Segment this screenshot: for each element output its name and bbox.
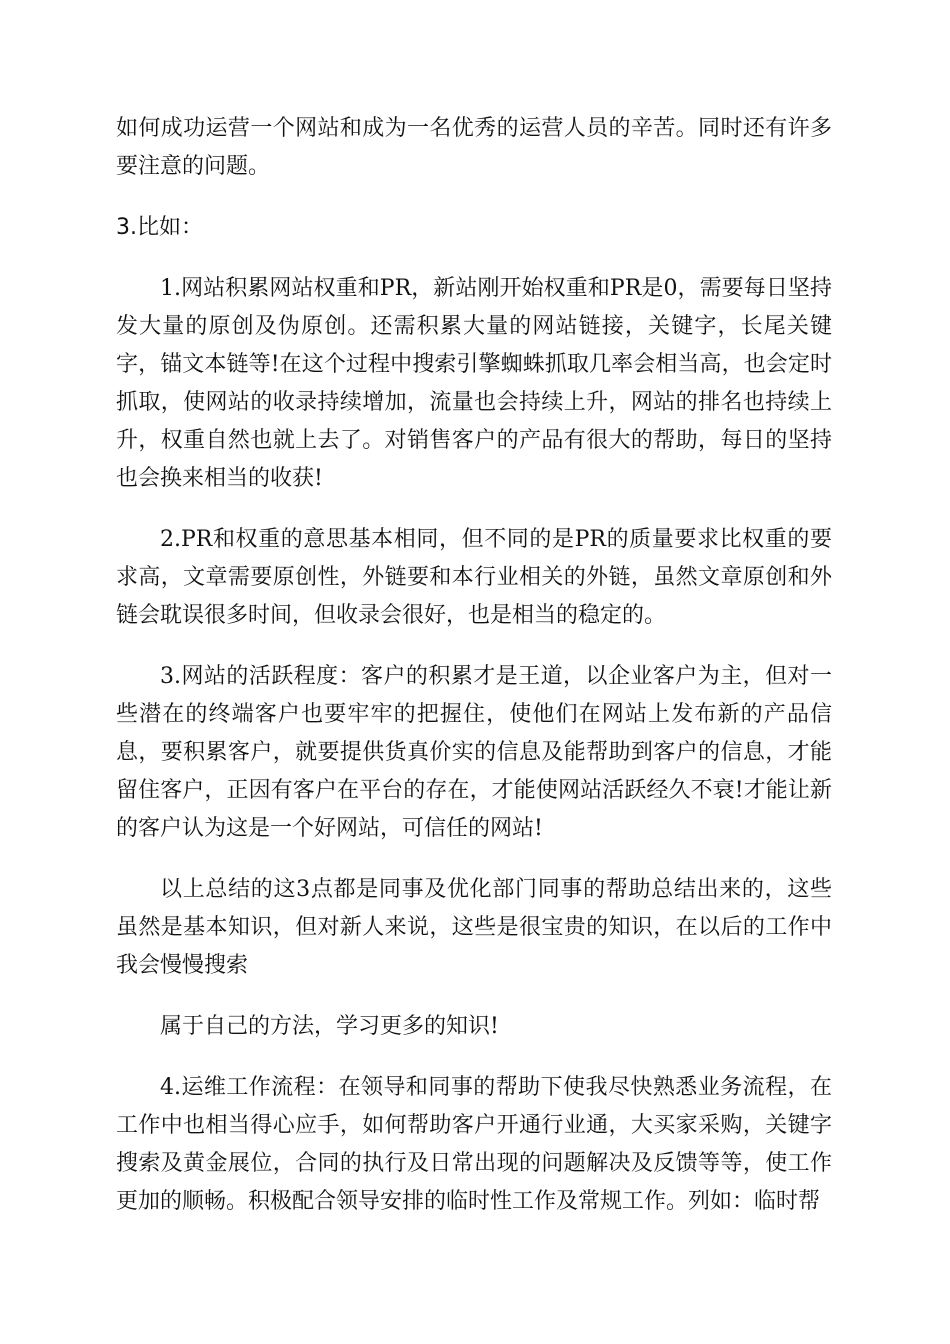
section-heading-examples: 3.比如：: [116, 215, 203, 240]
document-page: [116, 110, 832, 1244]
paragraph-summary-continued: 属于自己的方法，学习更多的知识!: [160, 1014, 499, 1039]
paragraph-point-2: 2.PR和权重的意思基本相同，但不同的是PR的质量要求比权重的要求高，文章需要原创性，外链要和本行业相关的外链，虽然文章原创和外链会耽误很多时间，但收录会很好，也是相当的稳定的。: [116, 527, 832, 628]
paragraph-summary: 以上总结的这3点都是同事及优化部门同事的帮助总结出来的，这些虽然是基本知识，但对新人来说，这些是很宝贵的知识，在以后的工作中我会慢慢搜索: [116, 877, 832, 978]
paragraph-point-4: 4.运维工作流程：在领导和同事的帮助下使我尽快熟悉业务流程，在工作中也相当得心应手，如何帮助客户开通行业通，大买家采购，关键字搜索及黄金展位，合同的执行及日常出现的问题解决及反馈等等，使工作更加的顺畅。积极配合领导安排的临时性工作及常规工作。列如：临时帮: [116, 1075, 832, 1214]
paragraph-point-3: 3.网站的活跃程度：客户的积累才是王道，以企业客户为主，但对一些潜在的终端客户也要牢牢的把握住，使他们在网站上发布新的产品信息，要积累客户，就要提供货真价实的信息及能帮助到客户的信息，才能留住客户，正因有客户在平台的存在，才能使网站活跃经久不衰!才能让新的客户认为这是一个好网站，可信任的网站!: [116, 664, 832, 841]
paragraph-point-1: 1.网站积累网站权重和PR，新站刚开始权重和PR是0，需要每日坚持发大量的原创及伪原创。还需积累大量的网站链接，关键字，长尾关键字，锚文本链等!在这个过程中搜索引擎蜘蛛抓取几率会相当高，也会定时抓取，使网站的收录持续增加，流量也会持续上升，网站的排名也持续上升，权重自然也就上去了。对销售客户的产品有很大的帮助，每日的坚持也会换来相当的收获!: [116, 276, 832, 491]
paragraph-intro-continuation: 如何成功运营一个网站和成为一名优秀的运营人员的辛苦。同时还有许多要注意的问题。: [116, 116, 832, 179]
